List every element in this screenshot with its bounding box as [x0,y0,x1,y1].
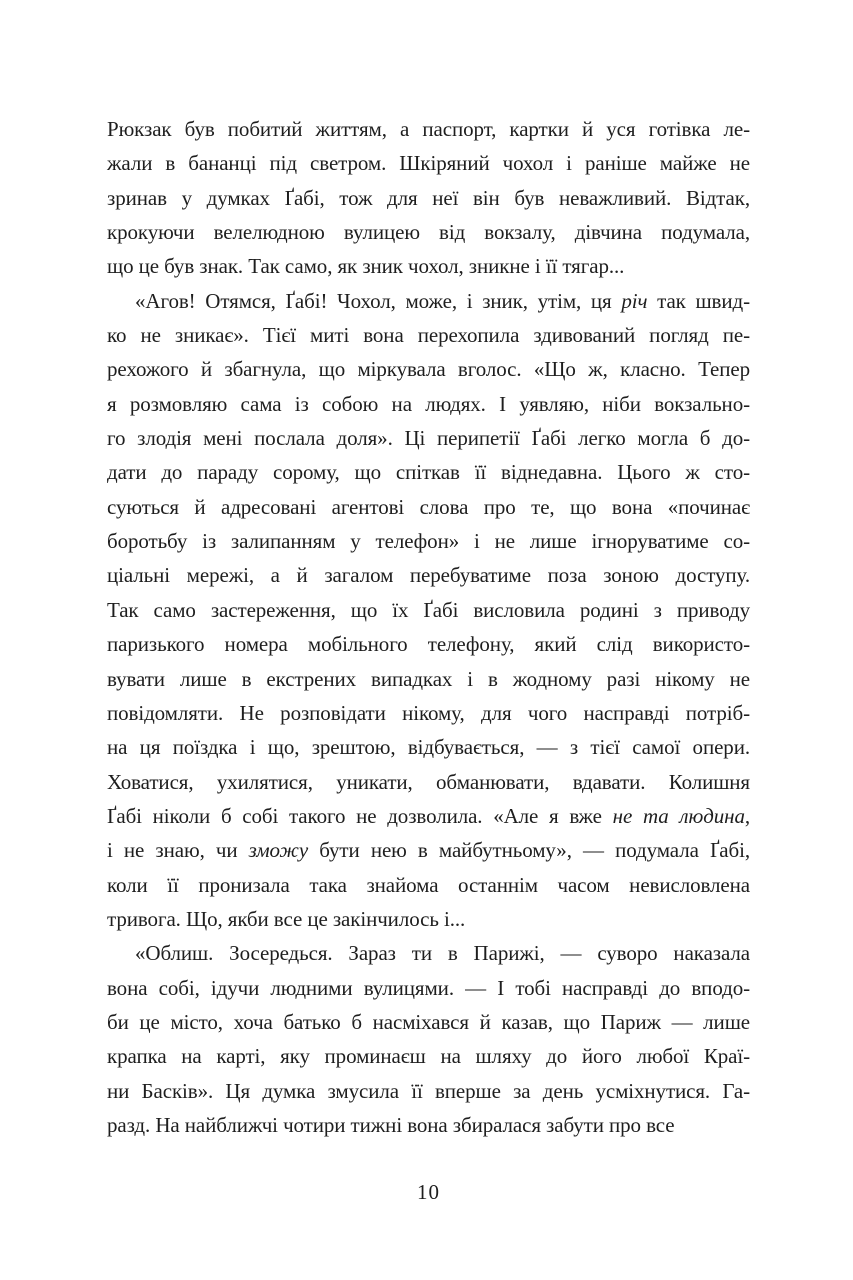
text-line [107,284,750,318]
text-run: і не знаю, чи [107,838,249,863]
paragraph [107,936,750,1142]
italic-run: зможу [248,838,309,863]
text-line: ни Басків». Ця думка змусила її вперше за день усміхнутися. Га- [107,1078,750,1103]
text-line: дати до параду сорому, що спіткав її віднедавна. Цього ж сто- [107,460,750,485]
text-line: рехожого й збагнула, що міркувала вголос. «Що ж, класно. Тепер [107,357,750,382]
text-run: , [744,803,750,828]
text-line: що це був знак. Так само, як зник чохол, зникне і її тягар... [107,254,625,279]
text-block [107,112,750,1142]
text-run: бути нею в майбутньому», — подумала Ґабі, [308,838,751,863]
text-line: ціальні мережі, а й загалом перебуватиме поза зоною доступу. [107,563,750,588]
text-line: паризького номера мобільного телефону, який слід використо- [107,632,750,657]
text-line: крапка на карті, яку проминаєш на шляху до його любої Краї- [107,1044,750,1069]
paragraph [107,112,750,284]
text-line: я розмовляю сама із собою на людях. І уявляю, ніби вокзально- [107,391,750,416]
text-line: ко не зникає». Тієї миті вона перехопила здивований погляд пе- [107,323,750,348]
text-line: разд. На найближчі чотири тижні вона збиралася забути про все [107,1112,675,1137]
text-line: би це місто, хоча батько б насміхався й казав, що Париж — лише [107,1009,750,1034]
text-line: крокуючи велелюдною вулицею від вокзалу, дівчина подумала, [107,220,750,245]
text-line: коли її пронизала така знайома останнім часом невисловлена [107,872,750,897]
text-line [107,833,750,867]
text-line: зринав у думках Ґабі, тож для неї він був неважливий. Відтак, [107,185,750,210]
text-line: боротьбу із залипанням у телефон» і не лише ігноруватиме со- [107,529,750,554]
italic-run: річ [621,288,648,313]
text-run: Ґабі ніколи б собі такого не дозволила. «Але я вже [107,803,613,828]
text-line: вувати лише в екстрених випадках і в жодному разі нікому не [107,666,750,691]
text-line: Рюкзак був побитий життям, а паспорт, картки й уся готівка ле- [107,117,750,141]
text-line: на ця поїздка і що, зрештою, відбувається, — з тієї самої опери. [107,735,750,760]
text-line: повідомляти. Не розповідати нікому, для чого насправді потріб- [107,700,750,725]
text-line: го злодія мені послала доля». Ці перипетії Ґабі легко могла б до- [107,426,750,451]
page-number: 10 [417,1180,440,1204]
text-line: жали в бананці під светром. Шкіряний чохол і раніше майже не [107,151,750,176]
text-line: тривога. Що, якби все це закінчилось і... [107,906,466,931]
text-line: суються й адресовані агентові слова про те, що вона «починає [107,494,750,519]
text-run: так швид- [647,288,750,313]
paragraph [107,284,750,937]
text-run: «Агов! Отямся, Ґабі! Чохол, може, і зник, утім, ця [135,288,622,313]
text-line: «Облиш. Зосередься. Зараз ти в Парижі, — суворо наказала [135,941,750,966]
text-line [107,799,750,833]
text-line: Так само застереження, що їх Ґабі висловила родині з приводу [107,597,750,622]
text-line: вона собі, ідучи людними вулицями. — І тобі насправді до вподо- [107,975,750,1000]
italic-run: не та людина [612,803,745,828]
text-line: Ховатися, ухилятися, уникати, обманювати, вдавати. Колишня [107,769,750,794]
